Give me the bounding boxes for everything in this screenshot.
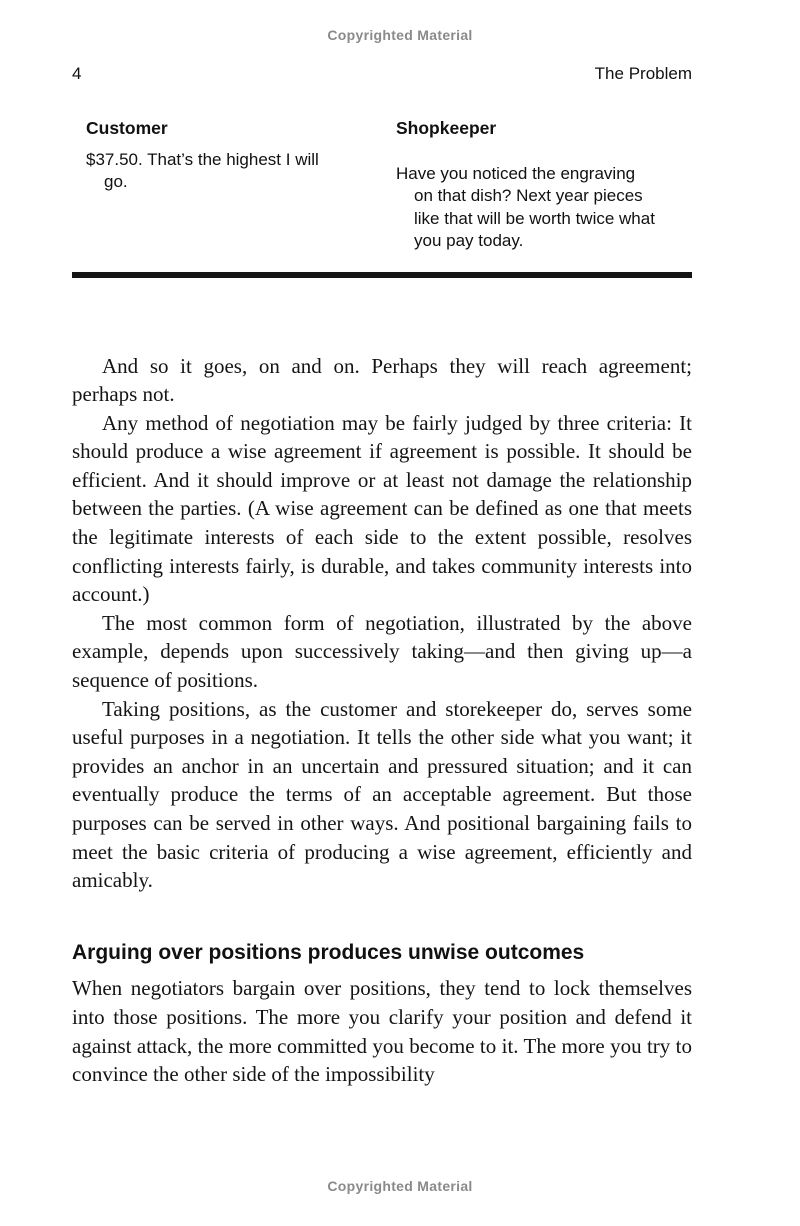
dialogue-shopkeeper-column — [396, 117, 658, 253]
dialogue-customer-line: $37.50. That’s the highest I will go. — [86, 149, 319, 191]
running-head: The Problem — [594, 64, 692, 83]
page-number: 4 — [72, 64, 82, 83]
copyright-notice-bottom: Copyrighted Material — [327, 1178, 473, 1194]
body-text — [72, 352, 692, 1089]
section-divider-rule — [72, 272, 692, 278]
dialogue-customer-header: Customer — [86, 118, 168, 138]
page-header — [72, 64, 692, 84]
dialogue-shopkeeper-line: Have you noticed the engraving on that dish? Next year pieces like that will be worth twice what you pay today. — [396, 163, 655, 250]
page-content — [72, 64, 692, 1089]
body-paragraph: Taking positions, as the customer and storekeeper do, serves some useful purposes in a negotiation. It tells the other side what you want; it provides an anchor in an uncertain and pressured situation; and it can eventually produce the terms of an acceptable agreement. But those purposes can be served in other ways. And positional bargaining fails to meet the basic criteria of producing a wise agreement, efficiently and amicably. — [72, 696, 692, 893]
dialogue-shopkeeper-header: Shopkeeper — [396, 118, 497, 138]
body-paragraph: The most common form of negotiation, illustrated by the above example, depends upon successively taking—and then giving up—a sequence of positions. — [72, 610, 692, 693]
copyright-notice-top: Copyrighted Material — [327, 27, 473, 43]
section-heading: Arguing over positions produces unwise outcomes — [72, 940, 585, 964]
dialogue-customer-column — [86, 117, 344, 253]
body-paragraph: When negotiators bargain over positions, they tend to lock themselves into those positions. The more you clarify your position and defend it against attack, the more committed you become to it. The more you try to convince the other side of the impossibility — [72, 976, 692, 1087]
body-paragraph: Any method of negotiation may be fairly judged by three criteria: It should produce a wise agreement if agreement is possible. It should be efficient. And it should improve or at least not damage the relationship between the parties. (A wise agreement can be defined as one that meets the legitimate interests of each side to the extent possible, resolves conflicting interests fairly, is durable, and takes community interests into account.) — [72, 410, 692, 607]
body-paragraph: And so it goes, on and on. Perhaps they will reach agreement; perhaps not. — [72, 353, 692, 407]
dialogue-table — [72, 117, 692, 253]
